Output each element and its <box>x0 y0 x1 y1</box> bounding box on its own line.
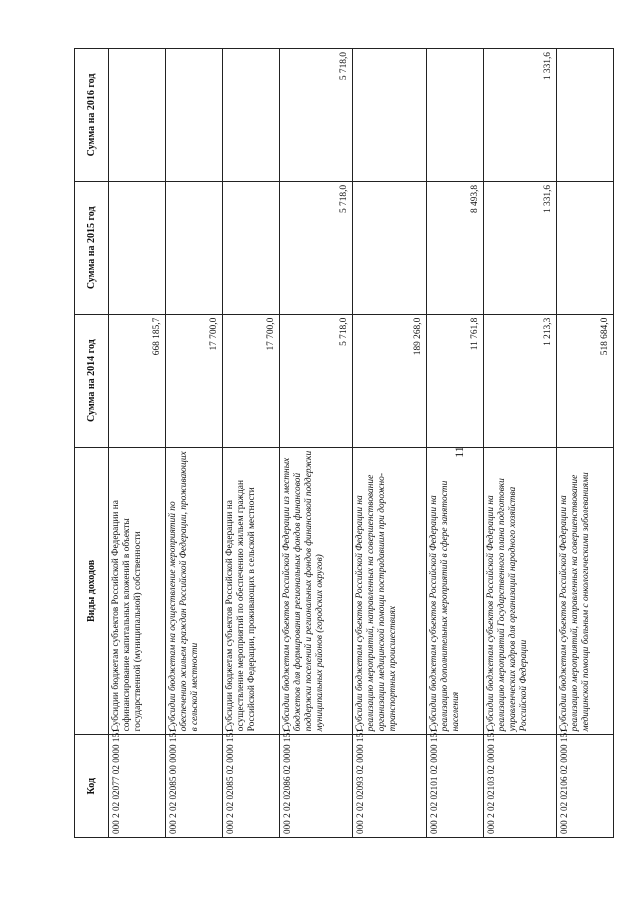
row-sum-2014: 17 700,0 <box>222 314 279 447</box>
row-code: 000 2 02 02086 02 0000 151 <box>279 735 352 838</box>
table-header-row <box>75 49 109 838</box>
row-name: Субсидии бюджетам на осуществление мероприятий по обеспечению жильем граждан Российской Федерации, проживающих в сельской местности <box>165 447 222 735</box>
page-number: 11 <box>452 446 466 458</box>
row-code: 000 2 02 02103 02 0000 151 <box>483 735 556 838</box>
row-sum-2015: 8 493,8 <box>426 181 483 314</box>
header-name: Виды доходов <box>75 447 109 735</box>
row-sum-2014: 189 268,0 <box>353 314 426 447</box>
table-row <box>165 49 222 838</box>
row-sum-2016 <box>353 49 426 182</box>
row-sum-2014: 11 761,8 <box>426 314 483 447</box>
table-row <box>279 49 352 838</box>
row-code: 000 2 02 02093 02 0000 151 <box>353 735 426 838</box>
row-name: Субсидии бюджетам субъектов Российской Федерации из местных бюджетов для формирования региональных фондов финансовой поддержки поселений и региональных фондов финансовой поддержки муниципальных районов (городских округов) <box>279 447 352 735</box>
row-code: 000 2 02 02077 02 0000 151 <box>109 735 166 838</box>
row-sum-2016 <box>557 49 614 182</box>
row-sum-2014: 518 684,0 <box>557 314 614 447</box>
row-code: 000 2 02 02101 02 0000 151 <box>426 735 483 838</box>
row-sum-2014: 1 213,3 <box>483 314 556 447</box>
row-sum-2016 <box>109 49 166 182</box>
row-sum-2016 <box>222 49 279 182</box>
table-row <box>483 49 556 838</box>
row-sum-2014: 668 185,7 <box>109 314 166 447</box>
row-code: 000 2 02 02085 02 0000 151 <box>222 735 279 838</box>
table-row <box>222 49 279 838</box>
header-code: Код <box>75 735 109 838</box>
row-name: Субсидии бюджетам субъектов Российской Федерации на реализацию мероприятий, направленных на совершенствование организации медицинской помощи пострадавшим при дорожно-транспортных происшествиях <box>353 447 426 735</box>
row-name: Субсидии бюджетам субъектов Российской Федерации на реализацию мероприятий, направленных на совершенствование медицинской помощи больным с онкологическими заболеваниями <box>557 447 614 735</box>
row-sum-2015 <box>165 181 222 314</box>
row-sum-2014: 5 718,0 <box>279 314 352 447</box>
row-sum-2016: 1 331,6 <box>483 49 556 182</box>
row-name: Субсидии бюджетам субъектов Российской Федерации на осуществление мероприятий по обеспечению жильем граждан Российской Федерации, проживающих в сельской местности <box>222 447 279 735</box>
header-sum-2015: Сумма на 2015 год <box>75 181 109 314</box>
row-sum-2015: 5 718,0 <box>279 181 352 314</box>
row-name: Субсидии бюджетам субъектов Российской Федерации на софинансирование капитальных вложений в объекты государственной (муниципальной) собственности <box>109 447 166 735</box>
header-sum-2014: Сумма на 2014 год <box>75 314 109 447</box>
row-sum-2014: 17 700,0 <box>165 314 222 447</box>
revenue-table <box>74 48 614 838</box>
row-name: Субсидии бюджетам субъектов Российской Федерации на реализацию дополнительных мероприятий в сфере занятости населения <box>426 447 483 735</box>
table-row <box>557 49 614 838</box>
header-sum-2016: Сумма на 2016 год <box>75 49 109 182</box>
row-sum-2015: 1 331,6 <box>483 181 556 314</box>
table-row <box>353 49 426 838</box>
table-row <box>426 49 483 838</box>
row-sum-2016 <box>426 49 483 182</box>
row-sum-2015 <box>557 181 614 314</box>
row-sum-2015 <box>109 181 166 314</box>
table-row <box>109 49 166 838</box>
document-sheet <box>74 48 614 838</box>
row-sum-2015 <box>222 181 279 314</box>
row-sum-2015 <box>353 181 426 314</box>
row-code: 000 2 02 02106 02 0000 151 <box>557 735 614 838</box>
row-code: 000 2 02 02085 00 0000 151 <box>165 735 222 838</box>
row-sum-2016 <box>165 49 222 182</box>
row-sum-2016: 5 718,0 <box>279 49 352 182</box>
row-name: Субсидии бюджетам субъектов Российской Федерации на реализацию мероприятий Государственного плана подготовки управленческих кадров для организаций народного хозяйства Российской Федерации <box>483 447 556 735</box>
